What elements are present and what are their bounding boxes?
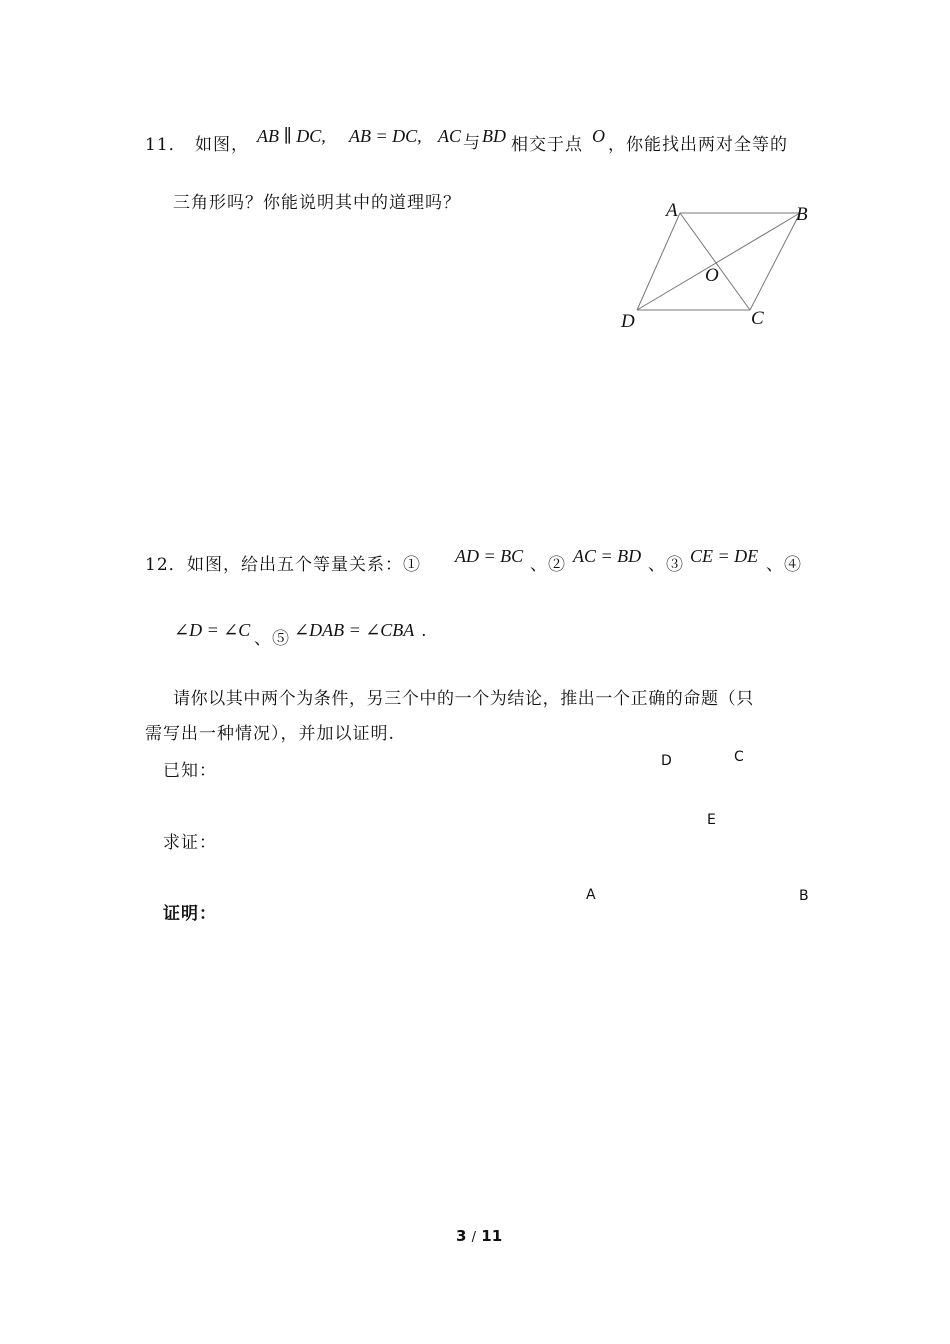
q12-cond-1: AD = BC [455,546,524,566]
q11-expr-ac: AC [438,126,462,146]
q11-tail2: ，你能找出两对全等的 [608,135,788,155]
known-label: 已知： [163,761,217,781]
page-total: 11 [481,1227,503,1245]
q11-figure [610,195,820,335]
label-o: O [705,265,719,286]
q11-conj: 与 [463,133,481,153]
q11-number: 11． [145,135,187,155]
q11-line2: 三角形吗？你能说明其中的道理吗？ [173,193,461,213]
diagonal-ac [680,213,750,310]
q12-end: . [422,620,427,640]
page-separator: / [471,1230,477,1245]
q11-expr-equal: AB = DC, [349,126,422,146]
page-current: 3 [456,1227,467,1245]
label-b: B [796,204,808,225]
q12-sep-4: 、⑤ [254,629,290,649]
label-a: A [666,200,678,221]
q12-label-d: D [661,753,672,769]
q12-label-a: A [586,887,596,903]
q12-label-e: E [707,812,716,828]
q12-sep-3: 、④ [766,555,802,575]
q11-point-o: O [592,126,605,146]
prove-label: 求证： [163,833,217,853]
q12-intro: 如图，给出五个等量关系：① [187,555,421,575]
q12-label-c: C [734,749,744,765]
q11-intro: 如图， [195,135,249,155]
q12-cond-4: ∠D = ∠C [174,620,251,640]
q12-sep-2: 、③ [648,555,684,575]
q12-prompt-line2: 需写出一种情况），并加以证明. [145,724,395,744]
page-number [456,1227,502,1245]
q12-cond-2: AC = BD [573,546,642,566]
q12-prompt-line1: 请你以其中两个为条件，另三个中的一个为结论，推出一个正确的命题（只 [173,689,754,709]
q11-expr-parallel: AB ∥ DC, [257,126,326,146]
q12-sep-1: 、② [530,555,566,575]
q12-cond-5: ∠DAB = ∠CBA [294,620,415,640]
q12-cond-3: CE = DE [690,546,759,566]
q12-label-b: B [799,888,809,904]
proof-label: 证明： [163,904,217,924]
q11-tail1: 相交于点 [511,135,583,155]
segment-da [637,213,680,310]
q11-expr-bd: BD [482,126,506,146]
q12-number: 12． [145,555,187,575]
label-d: D [621,311,635,332]
label-c: C [751,308,764,329]
